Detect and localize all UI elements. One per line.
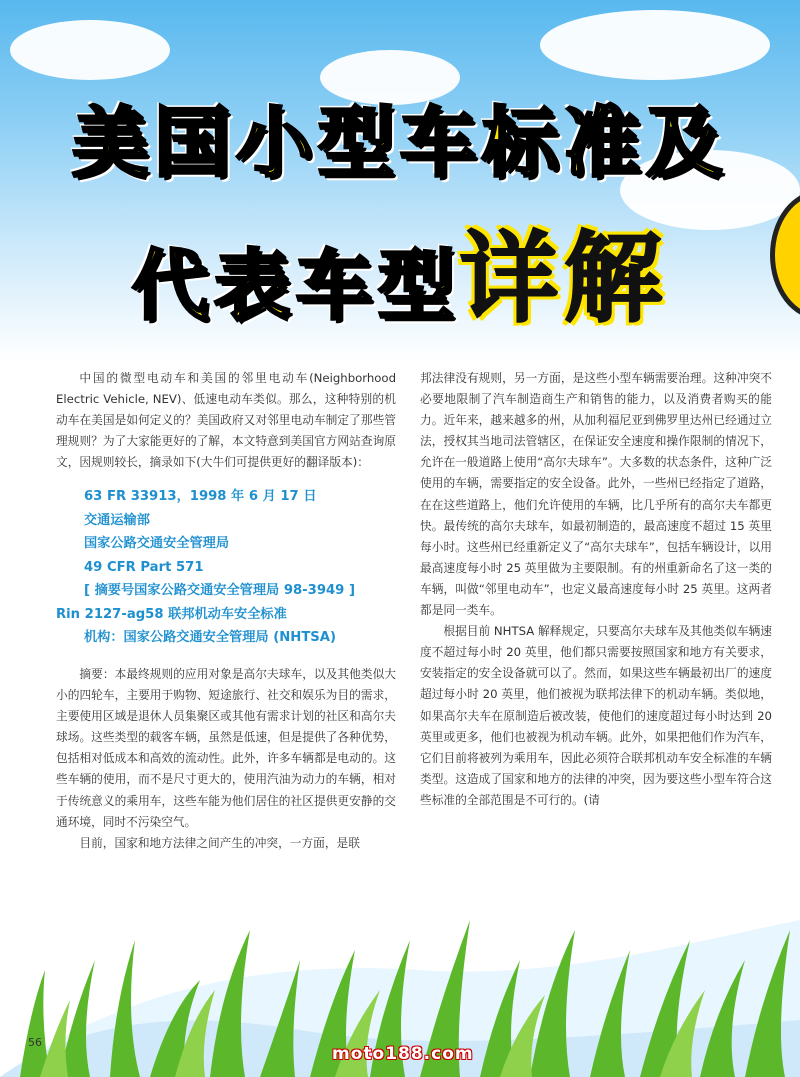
title-line-2-highlight: 详解 <box>459 222 668 336</box>
site-watermark: moto188.com <box>332 1044 474 1064</box>
meta-line: [ 摘要号国家公路交通安全管理局 98-3949 ] <box>84 583 355 599</box>
left-column <box>56 368 396 854</box>
body-paragraph: 根据目前 NHTSA 解释规定，只要高尔夫球车及其他类似车辆速度不超过每小时 20 英里，他们都只需要按照国家和地方有关要求，安装指定的安全设备就可以了。然而，如果这些车辆最初出厂的速度超过每小时 20 英里，他们被视为联邦法律下的机动车辆。类似地，如果高尔夫车在原制造后被改装，使他们的速度超过每小时达到 20 英里或更多，他们也被视为机动车辆。此外，如果把他们作为汽车，它们目前将被列为乘用车，因此必须符合联邦机动车安全标准的车辆类型。这造成了国家和地方的法律的冲突，因为要这些小型车符合这些标准的全部范围是不可行的。(请 <box>420 624 772 807</box>
title-line-2 <box>0 200 800 341</box>
meta-line: 49 CFR Part 571 <box>84 559 204 575</box>
document-metadata <box>56 485 396 650</box>
meta-line: 国家公路交通安全管理局 <box>84 536 230 552</box>
title-line-2-plain: 代表车型 <box>131 241 460 330</box>
meta-line: 交通运输部 <box>84 512 150 528</box>
meta-line: 机构：国家公路交通安全管理局 (NHTSA) <box>84 630 337 646</box>
meta-line: 63 FR 33913，1998 年 6 月 17 日 <box>84 489 317 505</box>
body-paragraph: 邦法律没有规则，另一方面，是这些小型车辆需要治理。这种冲突不必要地限制了汽车制造商生产和销售的能力，以及消费者购买的能力。近年来，越来越多的州，从加利福尼亚到佛罗里达州已经通过立法，授权其当地司法管辖区，在保证安全速度和操作限制的情况下，允许在一般道路上使用“高尔夫球车”。大多数的状态条件，这种广泛使用的车辆，需要指定的安全设备。此外，一些州已经指定了道路，在在这些道路上，他们允许使用的车辆，比几乎所有的高尔夫车都更快。最传统的高尔夫球车，如最初制造的，最高速度不超过 15 英里每小时。这些州已经重新定义了“高尔夫球车”，包括车辆设计，以用最高速度每小时 25 英里做为主要限制。有的州重新命名了这一类的车辆，叫做“邻里电动车”，也定义最高速度每小时 25 英里。这两者都是同一类车。 <box>420 371 772 618</box>
cloud <box>540 10 770 80</box>
cloud <box>10 20 170 80</box>
title-line-1: 美国小型车标准及 <box>72 98 728 187</box>
summary-paragraph: 摘要：本最终规则的应用对象是高尔夫球车，以及其他类似大小的四轮车，主要用于购物、短途旅行、社交和娱乐为目的需求，主要使用区域是退休人员集聚区或其他有需求计划的社区和高尔夫球场。这些类型的载客车辆，虽然是低速，但是提供了各种优势，包括相对低成本和高效的流动性。此外，许多车辆都是电动的。这些车辆的使用，而不是尺寸更大的，使用汽油为动力的车辆，相对于传统意义的乘用车，这些车能为他们居住的社区提供更安静的交通环境，同时不污染空气。 <box>56 666 396 829</box>
page-number: 56 <box>28 1036 42 1049</box>
intro-paragraph: 中国的微型电动车和美国的邻里电动车(Neighborhood Electric Vehicle, NEV)、低速电动车类似。那么，这种特别的机动车在美国是如何定义的？美国政府又对邻里电动车制定了那些管理规则？为了大家能更好的了解，本文特意到美国官方网站查询原文，因规则较长，摘录如下(大牛们可提供更好的翻译版本)： <box>56 371 396 470</box>
meta-line: Rin 2127-ag58 联邦机动车安全标准 <box>56 606 287 622</box>
right-column <box>420 368 772 811</box>
body-paragraph: 目前，国家和地方法律之间产生的冲突，一方面，是联 <box>79 835 360 850</box>
